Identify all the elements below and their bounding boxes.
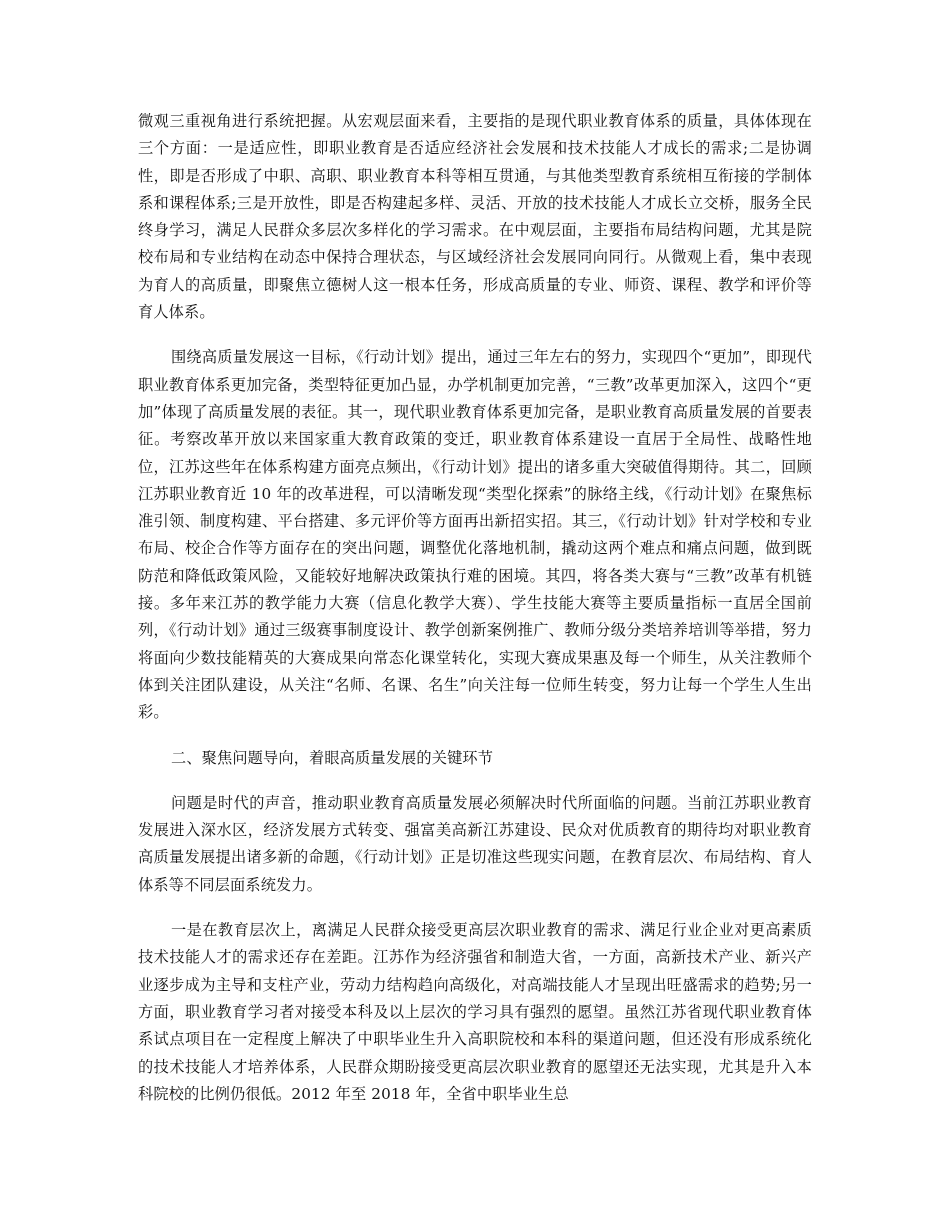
paragraph-3: 问题是时代的声音，推动职业教育高质量发展必须解决时代所面临的问题。当前江苏职业教育发展进入深水区，经济发展方式转变、强富美高新江苏建设、民众对优质教育的期待均对职业教育高质量发展提出诸多新的命题，《行动计划》正是切准这些现实问题，在教育层次、布局结构、育人体系等不同层面系统发力。 — [138, 793, 812, 894]
section-heading: 二、聚焦问题导向，着眼高质量发展的关键环节 — [171, 748, 494, 767]
paragraph-1: 微观三重视角进行系统把握。从宏观层面来看，主要指的是现代职业教育体系的质量，具体体现在三个方面：一是适应性，即职业教育是否适应经济社会发展和技术技能人才成长的需求;二是协调性，即是否形成了中职、高职、职业教育本科等相互贯通，与其他类型教育系统相互衔接的学制体系和课程体系;三是开放性，即是否构建起多样、灵活、开放的技术技能人才成长立交桥，服务全民终身学习，满足人民群众多层次多样化的学习需求。在中观层面，主要指布局结构问题，尤其是院校布局和专业结构在动态中保持合理状态，与区域经济社会发展同向同行。从微观上看，集中表现为育人的高质量，即聚焦立德树人这一根本任务，形成高质量的专业、师资、课程、教学和评价等育人体系。 — [138, 112, 812, 322]
document-body — [138, 108, 812, 1126]
paragraph-2: 围绕高质量发展这一目标，《行动计划》提出，通过三年左右的努力，实现四个“更加”，即现代职业教育体系更加完备，类型特征更加凸显，办学机制更加完善，“三教”改革更加深入，这四个“更加”体现了高质量发展的表征。其一，现代职业教育体系更加完备，是职业教育高质量发展的首要表征。考察改革开放以来国家重大教育政策的变迁，职业教育体系建设一直居于全局性、战略性地位，江苏这些年在体系构建方面亮点频出，《行动计划》提出的诸多重大突破值得期待。其二，回顾江苏职业教育近 10 年的改革进程，可以清晰发现“类型化探索”的脉络主线，《行动计划》在聚焦标准引领、制度构建、平台搭建、多元评价等方面再出新招实招。其三，《行动计划》针对学校和专业布局、校企合作等方面存在的突出问题，调整优化落地机制，撬动这两个难点和痛点问题，做到既防范和降低政策风险，又能较好地解决政策执行难的困境。其四，将各类大赛与“三教”改革有机链接。多年来江苏的教学能力大赛（信息化教学大赛）、学生技能大赛等主要质量指标一直居全国前列，《行动计划》通过三级赛事制度设计、教学创新案例推广、教师分级分类培养培训等举措，努力将面向少数技能精英的大赛成果向常态化课堂转化，实现大赛成果惠及每一个师生，从关注教师个体到关注团队建设，从关注“名师、名课、名生”向关注每一位师生转变，努力让每一个学生人生出彩。 — [138, 348, 812, 722]
paragraph-4: 一是在教育层次上，离满足人民群众接受更高层次职业教育的需求、满足行业企业对更高素质技术技能人才的需求还存在差距。江苏作为经济强省和制造大省，一方面，高新技术产业、新兴产业逐步成为主导和支柱产业，劳动力结构趋向高级化，对高端技能人才呈现出旺盛需求的趋势;另一方面，职业教育学习者对接受本科及以上层次的学习具有强烈的愿望。虽然江苏省现代职业教育体系试点项目在一定程度上解决了中职毕业生升入高职院校和本科的渠道问题，但还没有形成系统化的技术技能人才培养体系，人民群众期盼接受更高层次职业教育的愿望还无法实现，尤其是升入本科院校的比例仍很低。2012 年至 2018 年，全省中职毕业生总 — [138, 921, 812, 1103]
